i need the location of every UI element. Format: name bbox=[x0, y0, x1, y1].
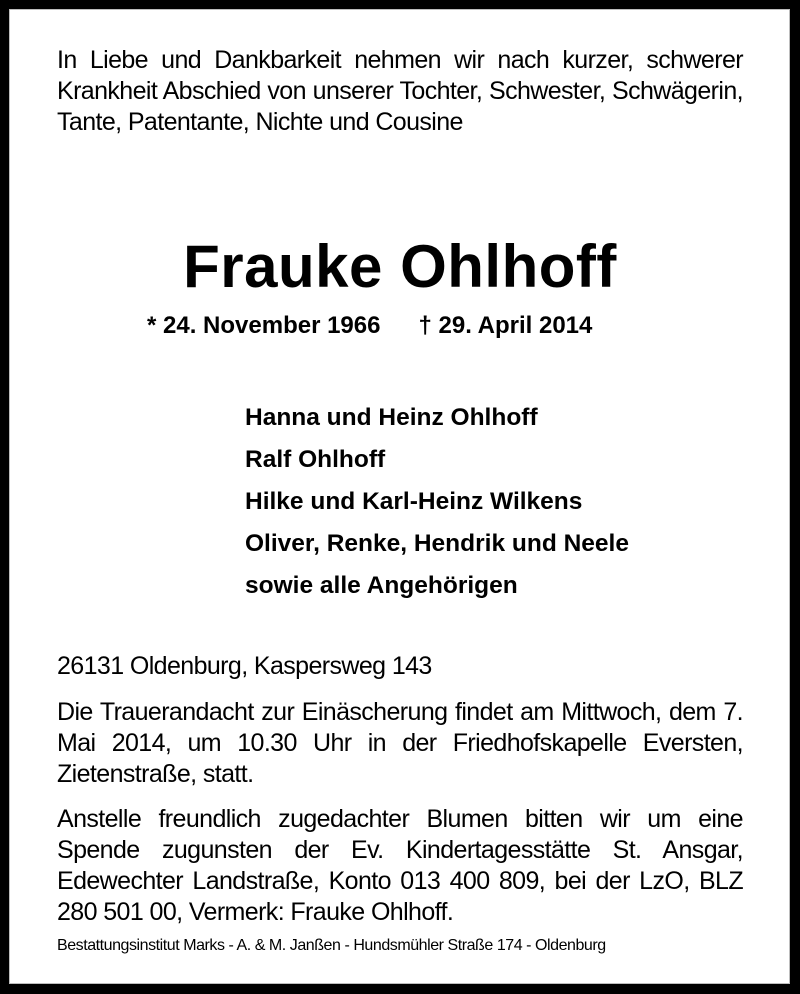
funeral-home-footer: Bestattungsinstitut Marks - A. & M. Janßen - Hundsmühler Straße 174 - Oldenburg bbox=[57, 937, 606, 954]
intro-paragraph: In Liebe und Dankbarkeit nehmen wir nach kurzer, schwerer Krankheit Abschied von unserer Tochter, Schwester, Schwägerin, Tante, Patentante, Nichte und Cousine bbox=[57, 46, 743, 136]
mourners-list bbox=[245, 397, 629, 607]
death-date: † 29. April 2014 bbox=[418, 312, 593, 339]
mourner-line: sowie alle Angehörigen bbox=[245, 572, 518, 599]
family-address: 26131 Oldenburg, Kaspersweg 143 bbox=[57, 652, 432, 680]
deceased-name: Frauke Ohlhoff bbox=[183, 233, 617, 300]
mourner-line: Hilke und Karl-Heinz Wilkens bbox=[245, 488, 583, 515]
donation-paragraph: Anstelle freundlich zugedachter Blumen bitten wir um eine Spende zugunsten der Ev. Kindertagesstätte St. Ansgar, Edewechter Landstraße, Konto 013 400 809, bei der LzO, BLZ 280 501 00, Vermerk: Frauke Ohlhoff. bbox=[57, 805, 743, 926]
birth-date: * 24. November 1966 bbox=[147, 312, 381, 339]
mourner-line: Ralf Ohlhoff bbox=[245, 446, 386, 473]
life-dates bbox=[147, 311, 592, 341]
mourner-line: Hanna und Heinz Ohlhoff bbox=[245, 404, 538, 431]
mourner-line: Oliver, Renke, Hendrik und Neele bbox=[245, 530, 629, 557]
service-paragraph: Die Trauerandacht zur Einäscherung findet am Mittwoch, dem 7. Mai 2014, um 10.30 Uhr in der Friedhofskapelle Eversten, Zietenstraße, statt. bbox=[57, 698, 743, 788]
